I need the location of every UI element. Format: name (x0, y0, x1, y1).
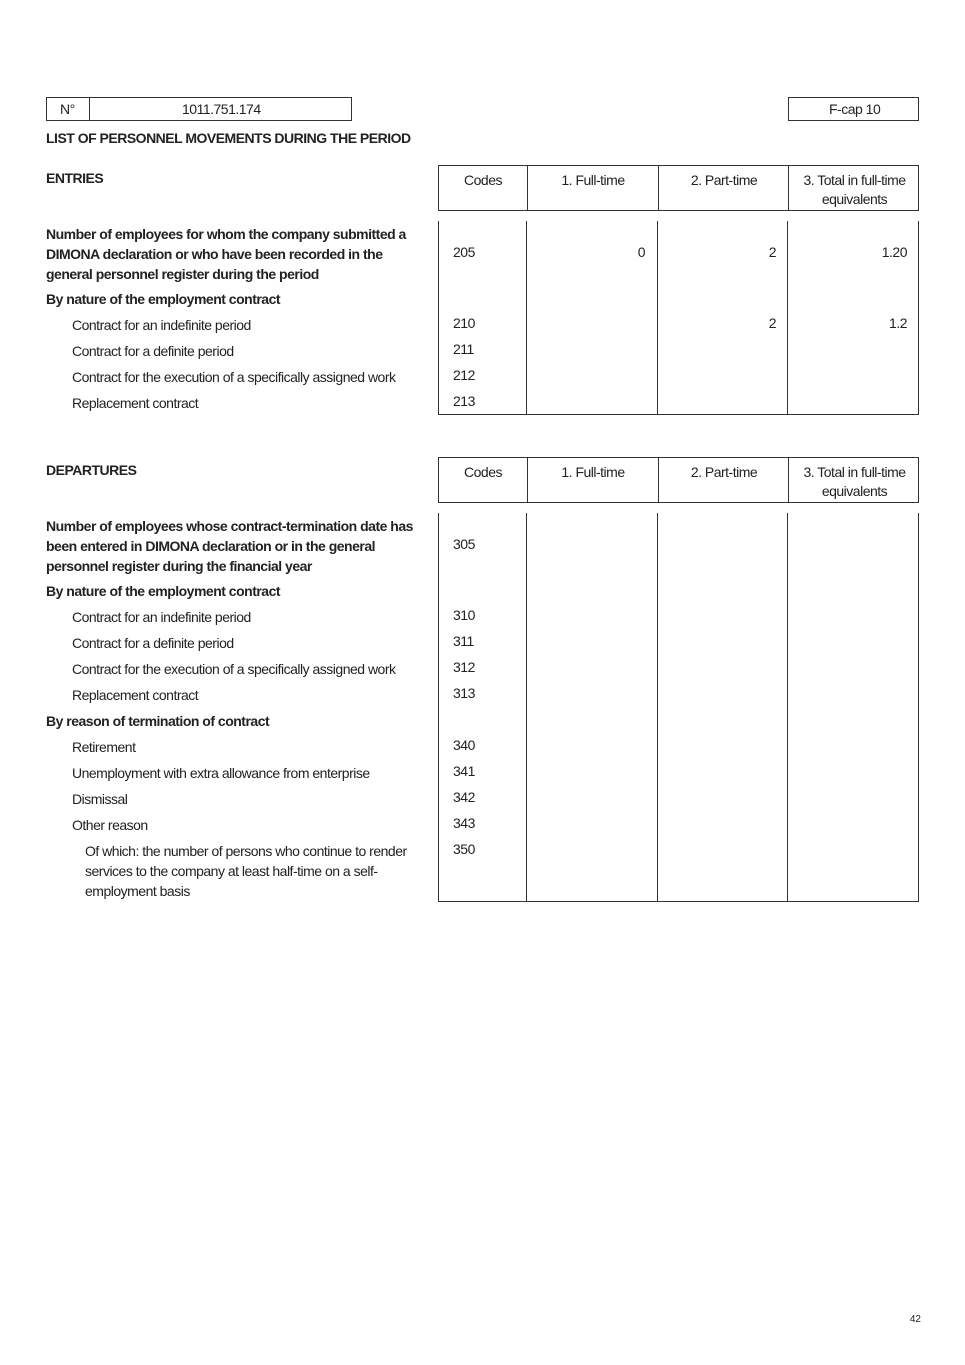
departures-grid-line (657, 513, 658, 902)
departures-row-label: Dismissal (72, 791, 128, 807)
departures-row-label: Contract for a definite period (72, 635, 234, 651)
departures-grid-line (526, 513, 527, 902)
page-number: 42 (909, 1314, 921, 1325)
entries-grid-line (526, 221, 527, 415)
departures-row-label: Unemployment with extra allowance from enterprise (72, 765, 370, 781)
departures-code: 305 (453, 536, 475, 552)
entries-value-total: 1.20 (881, 244, 907, 260)
departures-row-label: Retirement (72, 739, 136, 755)
entries-grid-line (438, 414, 919, 415)
entries-code: 212 (453, 367, 475, 383)
col-full-time: 1. Full-time (527, 458, 658, 502)
header-no-label: N° (60, 101, 75, 117)
departures-code: 350 (453, 841, 475, 857)
departures-row-label: Contract for an indefinite period (72, 609, 251, 625)
entries-code: 213 (453, 393, 475, 409)
departures-row-label: By nature of the employment contract (46, 583, 281, 599)
departures-code: 311 (453, 633, 474, 649)
entries-row-label: By nature of the employment contract (46, 291, 281, 307)
entries-row-label: Number of employees for whom the company submitted a DIMONA declaration or who have been recorded in the general personnel register during the period (46, 226, 406, 282)
form-code: F-cap 10 (829, 101, 881, 117)
entries-row-label: Contract for a definite period (72, 343, 234, 359)
entries-grid-line (918, 221, 919, 415)
departures-row-label: Replacement contract (72, 687, 199, 703)
company-number: 1011.751.174 (182, 101, 261, 117)
entries-title: ENTRIES (46, 170, 104, 186)
col-codes: Codes (464, 464, 502, 480)
entries-row-label: Contract for an indefinite period (72, 317, 251, 333)
departures-grid-line (438, 513, 439, 902)
departures-title: DEPARTURES (46, 462, 137, 478)
col-full-time: 1. Full-time (527, 166, 658, 210)
col-total: 3. Total in full-time equivalents (788, 458, 920, 502)
entries-grid-line (657, 221, 658, 415)
entries-code: 210 (453, 315, 475, 331)
departures-code: 343 (453, 815, 475, 831)
col-codes: Codes (464, 172, 502, 188)
departures-grid-line (918, 513, 919, 902)
departures-code: 340 (453, 737, 475, 753)
entries-value-part-time: 2 (768, 244, 776, 260)
departures-code: 313 (453, 685, 475, 701)
entries-value-total: 1.2 (889, 315, 907, 331)
departures-code: 341 (453, 763, 475, 779)
departures-grid-line (438, 901, 919, 902)
departures-row-label: By reason of termination of contract (46, 713, 270, 729)
departures-row-label: Number of employees whose contract-termination date has been entered in DIMONA declaration or in the general personnel register during the financial year (46, 518, 413, 574)
entries-code: 205 (453, 244, 475, 260)
entries-value-full-time: 0 (637, 244, 645, 260)
col-part-time: 2. Part-time (658, 166, 789, 210)
departures-code: 312 (453, 659, 475, 675)
departures-grid-line (787, 513, 788, 902)
entries-column-header (438, 165, 919, 211)
entries-grid-line (438, 221, 439, 415)
departures-row-label: Other reason (72, 817, 148, 833)
page-title: LIST OF PERSONNEL MOVEMENTS DURING THE PERIOD (46, 130, 411, 146)
entries-row-label: Replacement contract (72, 395, 199, 411)
col-total: 3. Total in full-time equivalents (788, 166, 920, 210)
departures-row-label: Contract for the execution of a specifically assigned work (72, 661, 396, 677)
departures-row-label: Of which: the number of persons who continue to render services to the company at least half-time on a self-employment basis (85, 843, 407, 899)
entries-value-part-time: 2 (768, 315, 776, 331)
entries-row-label: Contract for the execution of a specifically assigned work (72, 369, 396, 385)
col-part-time: 2. Part-time (658, 458, 789, 502)
entries-code: 211 (453, 341, 474, 357)
departures-code: 342 (453, 789, 475, 805)
departures-code: 310 (453, 607, 475, 623)
departures-column-header (438, 457, 919, 503)
entries-grid-line (787, 221, 788, 415)
